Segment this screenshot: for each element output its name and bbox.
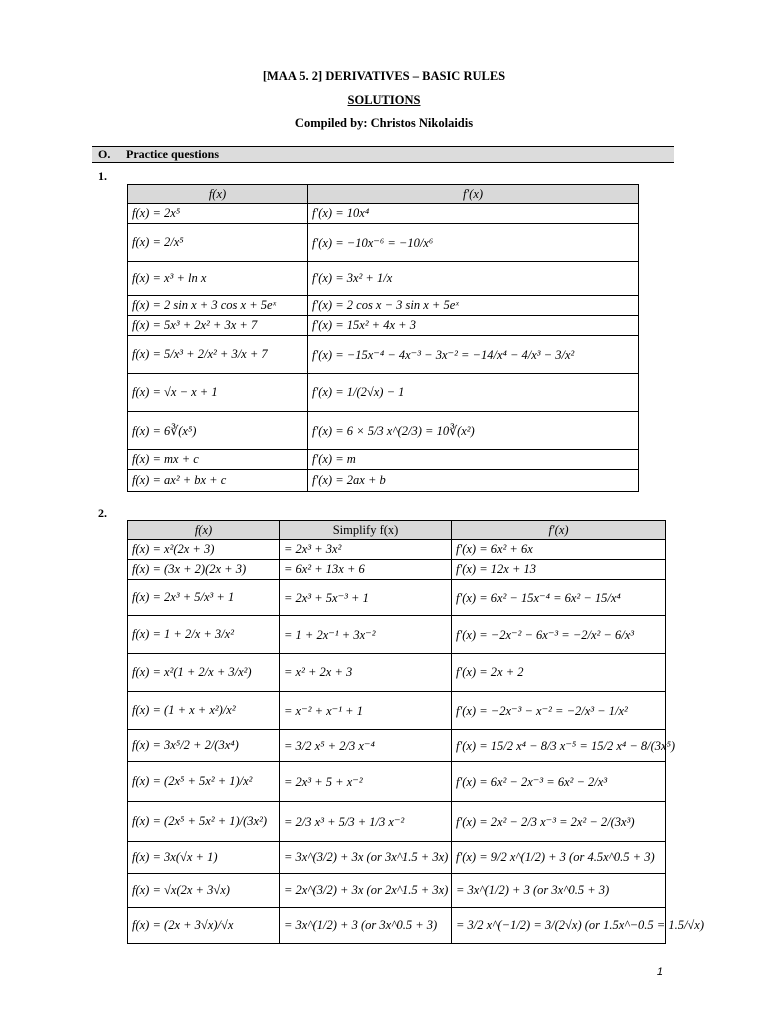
question-2-number: 2. <box>98 506 107 520</box>
table-row <box>128 374 639 412</box>
column-header-derivative: f′(x) <box>308 185 639 204</box>
simplified-cell: = 2x³ + 5 + x⁻² <box>280 762 452 802</box>
derivative-cell: f′(x) = −10x⁻⁶ = −10/x⁶ <box>308 224 639 262</box>
table-row <box>128 874 666 908</box>
section-title: Practice questions <box>126 147 219 161</box>
derivative-cell: f′(x) = 15x² + 4x + 3 <box>308 316 639 336</box>
function-cell: f(x) = 5/x³ + 2/x² + 3/x + 7 <box>128 336 308 374</box>
table-row <box>128 204 639 224</box>
table-row <box>128 560 666 580</box>
simplified-cell: = 1 + 2x⁻¹ + 3x⁻² <box>280 616 452 654</box>
function-cell: f(x) = ax² + bx + c <box>128 470 308 492</box>
column-header-simplify <box>280 521 452 540</box>
table-row <box>128 316 639 336</box>
table-header-row <box>128 185 639 204</box>
table-row <box>128 802 666 842</box>
derivative-cell: f′(x) = −2x⁻³ − x⁻² = −2/x³ − 1/x² <box>452 692 666 730</box>
simplified-cell: = 6x² + 13x + 6 <box>280 560 452 580</box>
table-row <box>128 842 666 874</box>
derivative-cell: f′(x) = 6x² + 6x <box>452 540 666 560</box>
simplified-cell: = 3x^(3/2) + 3x (or 3x^1.5 + 3x) <box>280 842 452 874</box>
table-row <box>128 540 666 560</box>
function-cell: f(x) = 3x⁵/2 + 2/(3x⁴) <box>128 730 280 762</box>
author-line: Compiled by: Christos Nikolaidis <box>294 116 474 130</box>
column-header-fx: f(x) <box>128 521 280 540</box>
table-row <box>128 412 639 450</box>
function-cell: f(x) = x³ + ln x <box>128 262 308 296</box>
derivative-cell: f′(x) = 2x² − 2/3 x⁻³ = 2x² − 2/(3x³) <box>452 802 666 842</box>
table-row <box>128 730 666 762</box>
column-header-simplify-text: Simplify f(x) <box>332 522 399 537</box>
table-row <box>128 692 666 730</box>
page-title: [MAA 5. 2] DERIVATIVES – BASIC RULES <box>262 69 506 83</box>
simplified-cell: = 2x^(3/2) + 3x (or 2x^1.5 + 3x) <box>280 874 452 908</box>
derivative-cell: f′(x) = 2x + 2 <box>452 654 666 692</box>
table-row <box>128 616 666 654</box>
function-cell: f(x) = (3x + 2)(2x + 3) <box>128 560 280 580</box>
function-cell: f(x) = (2x + 3√x)/√x <box>128 908 280 944</box>
derivative-cell: = 3x^(1/2) + 3 (or 3x^0.5 + 3) <box>452 874 666 908</box>
function-cell: f(x) = x²(2x + 3) <box>128 540 280 560</box>
derivative-cell: f′(x) = 3x² + 1/x <box>308 262 639 296</box>
table-row <box>128 654 666 692</box>
question-1-number: 1. <box>98 169 107 183</box>
column-header-fx: f(x) <box>128 185 308 204</box>
table-row <box>128 296 639 316</box>
function-cell: f(x) = (2x⁵ + 5x² + 1)/(3x²) <box>128 802 280 842</box>
simplified-cell: = x⁻² + x⁻¹ + 1 <box>280 692 452 730</box>
derivative-cell: f′(x) = 1/(2√x) − 1 <box>308 374 639 412</box>
table-header-row <box>128 521 666 540</box>
table-row <box>128 762 666 802</box>
function-cell: f(x) = 2x³ + 5/x³ + 1 <box>128 580 280 616</box>
function-cell: f(x) = 2 sin x + 3 cos x + 5eˣ <box>128 296 308 316</box>
simplified-cell: = 2x³ + 5x⁻³ + 1 <box>280 580 452 616</box>
function-cell: f(x) = (1 + x + x²)/x² <box>128 692 280 730</box>
table-row <box>128 470 639 492</box>
derivative-cell: f′(x) = m <box>308 450 639 470</box>
simplified-cell: = 3x^(1/2) + 3 (or 3x^0.5 + 3) <box>280 908 452 944</box>
section-heading <box>92 146 674 163</box>
function-cell: f(x) = mx + c <box>128 450 308 470</box>
table-row <box>128 224 639 262</box>
derivative-cell: f′(x) = 6x² − 2x⁻³ = 6x² − 2/x³ <box>452 762 666 802</box>
derivative-cell: f′(x) = 9/2 x^(1/2) + 3 (or 4.5x^0.5 + 3) <box>452 842 666 874</box>
table-row <box>128 580 666 616</box>
derivative-cell: f′(x) = 6 × 5/3 x^(2/3) = 10∛(x²) <box>308 412 639 450</box>
table-row <box>128 450 639 470</box>
simplified-cell: = 2x³ + 3x² <box>280 540 452 560</box>
question-1-table <box>127 184 639 492</box>
page-subtitle: SOLUTIONS <box>347 93 421 107</box>
table-row <box>128 336 639 374</box>
function-cell: f(x) = (2x⁵ + 5x² + 1)/x² <box>128 762 280 802</box>
function-cell: f(x) = √x(2x + 3√x) <box>128 874 280 908</box>
function-cell: f(x) = √x − x + 1 <box>128 374 308 412</box>
function-cell: f(x) = x²(1 + 2/x + 3/x²) <box>128 654 280 692</box>
page-number: 1 <box>656 966 663 978</box>
function-cell: f(x) = 2/x⁵ <box>128 224 308 262</box>
simplified-cell: = x² + 2x + 3 <box>280 654 452 692</box>
derivative-cell: f′(x) = 15/2 x⁴ − 8/3 x⁻⁵ = 15/2 x⁴ − 8/(3x⁵) <box>452 730 666 762</box>
question-2-table <box>127 520 704 944</box>
simplified-cell: = 3/2 x⁵ + 2/3 x⁻⁴ <box>280 730 452 762</box>
derivative-cell: f′(x) = −2x⁻² − 6x⁻³ = −2/x² − 6/x³ <box>452 616 666 654</box>
column-header-derivative: f′(x) <box>452 521 666 540</box>
function-cell: f(x) = 3x(√x + 1) <box>128 842 280 874</box>
simplified-cell: = 2/3 x³ + 5/3 + 1/3 x⁻² <box>280 802 452 842</box>
function-cell: f(x) = 6∛(x⁵) <box>128 412 308 450</box>
derivative-cell: = 3/2 x^(−1/2) = 3/(2√x) (or 1.5x^−0.5 = 1.5/√x) <box>452 908 666 944</box>
derivative-cell: f′(x) = 2ax + b <box>308 470 639 492</box>
table-row <box>128 908 666 944</box>
derivative-cell: f′(x) = 10x⁴ <box>308 204 639 224</box>
function-cell: f(x) = 5x³ + 2x² + 3x + 7 <box>128 316 308 336</box>
function-cell: f(x) = 1 + 2/x + 3/x² <box>128 616 280 654</box>
function-cell: f(x) = 2x⁵ <box>128 204 308 224</box>
table-row <box>128 262 639 296</box>
derivative-cell: f′(x) = 2 cos x − 3 sin x + 5eˣ <box>308 296 639 316</box>
derivative-cell: f′(x) = −15x⁻⁴ − 4x⁻³ − 3x⁻² = −14/x⁴ − 4/x³ − 3/x² <box>308 336 639 374</box>
section-number: O. <box>98 147 111 161</box>
derivative-cell: f′(x) = 6x² − 15x⁻⁴ = 6x² − 15/x⁴ <box>452 580 666 616</box>
derivative-cell: f′(x) = 12x + 13 <box>452 560 666 580</box>
